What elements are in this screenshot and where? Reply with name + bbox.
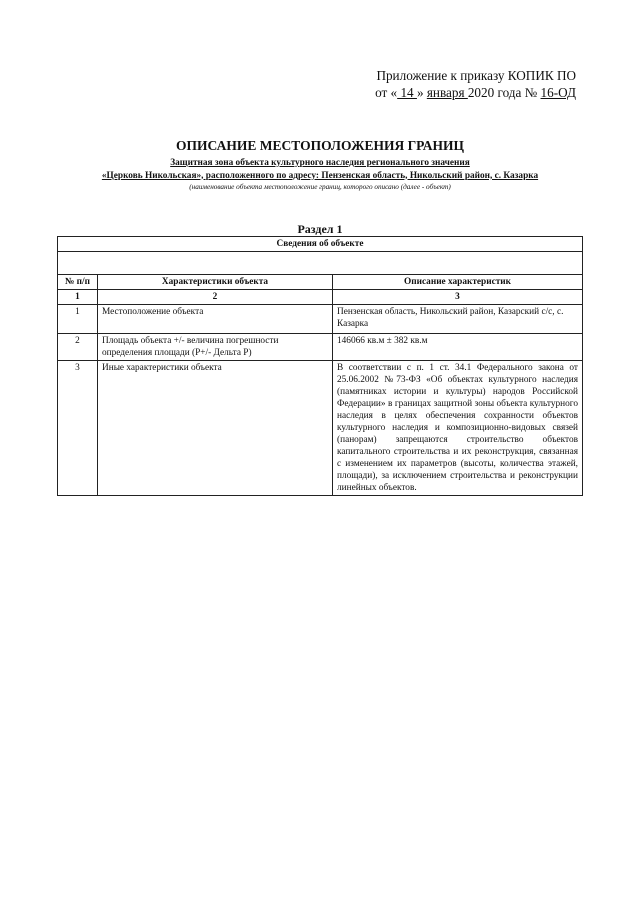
table-colnum-row: [58, 290, 583, 305]
table-spacer-row: [58, 252, 583, 275]
header-description: Описание характеристик: [333, 275, 583, 290]
document-title: ОПИСАНИЕ МЕСТОПОЛОЖЕНИЯ ГРАНИЦ: [176, 138, 464, 153]
object-name-note: (наименование объекта местоположение границ, которого описано (далее - объект): [189, 183, 451, 191]
row-characteristic: Иные характеристики объекта: [98, 361, 333, 496]
object-name-line2: «Церковь Никольская», расположенного по адресу: Пензенская область, Никольский район, с. Казарка: [101, 170, 539, 181]
row-number: 3: [58, 361, 98, 496]
row-description: 146066 кв.м ± 382 кв.м: [333, 334, 583, 361]
object-name-line1: Защитная зона объекта культурного наследия регионального значения: [170, 158, 470, 168]
section-title: Раздел 1: [297, 222, 343, 236]
colnum-1: 1: [58, 290, 98, 305]
table-caption-row: [58, 237, 583, 252]
row-description: Пензенская область, Никольский район, Казарский с/с, с. Казарка: [333, 305, 583, 334]
order-month: января: [426, 85, 468, 100]
row-characteristic: Площадь объекта +/- величина погрешности определения площади (Р+/- Дельта Р): [98, 334, 333, 361]
header-number: № п/п: [58, 275, 98, 290]
row-description: В соответствии с п. 1 ст. 34.1 Федерального закона от 25.06.2002 №73-ФЗ «Об объектах культурного наследия (памятниках истории и культуры) народов Российской Федерации» в границах защитной зоны объекта культурного наследия в целях обеспечения сохранности объектов культурного наследия и композиционно-видовых связей (панорам) запрещаются строительство объектов капитального строительства и их реконструкция, связанная с изменением их параметров (высоты, количества этажей, площади), за исключением строительства и реконструкции линейных объектов.: [333, 361, 583, 496]
row-number: 2: [58, 334, 98, 361]
colnum-3: 3: [333, 290, 583, 305]
order-number: 16-ОД: [540, 85, 576, 100]
table-header-row: [58, 275, 583, 290]
appendix-line2: от « 14 » января 2020 года № 16-ОД: [375, 85, 576, 100]
row-characteristic: Местоположение объекта: [98, 305, 333, 334]
colnum-2: 2: [98, 290, 333, 305]
appendix-header: [375, 67, 576, 101]
table-spacer: [58, 252, 583, 275]
header-characteristics: Характеристики объекта: [98, 275, 333, 290]
object-name: [40, 157, 600, 182]
appendix-line1: Приложение к приказу КОПИК ПО: [376, 68, 576, 83]
order-day: 14: [397, 85, 417, 100]
table-row: [58, 361, 583, 496]
table-caption: Сведения об объекте: [58, 237, 583, 252]
row-number: 1: [58, 305, 98, 334]
table-row: [58, 305, 583, 334]
table-row: [58, 334, 583, 361]
object-info-table: [57, 236, 583, 496]
